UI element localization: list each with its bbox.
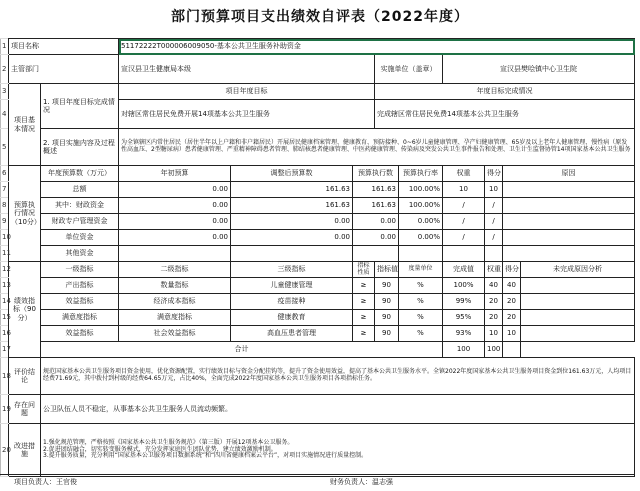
table-row (1, 278, 635, 294)
table-row (1, 246, 635, 262)
budget-initial[interactable]: 0.00 (119, 182, 231, 198)
budget-weight[interactable]: / (443, 230, 485, 246)
ind-header-done: 完成值 (443, 262, 485, 278)
budget-rate[interactable] (399, 246, 443, 262)
row2-content[interactable]: 为全镇辖区内常住居民（居住半年以上户籍和非户籍居民）开展居民健康档案管理、健康教育、预防接种、0~6岁儿童健康管理、孕产妇健康管理、65岁及以上老年人健康管理、慢性病（原发性高血压、2型糖尿病）患者健康管理、严重精神障碍患者管理、肺结核患者健康管理、中医药健康管理、传染病及突发公共卫生事件报告和处理、卫生计生监督协管14项国家基本公共卫生服务 (119, 129, 635, 166)
budget-weight[interactable]: / (443, 214, 485, 230)
evaluation-table (0, 38, 635, 477)
ind-l3[interactable]: 儿童健康管理 (231, 278, 353, 294)
ind-l3[interactable]: 疫苗接种 (231, 294, 353, 310)
budget-row-label: 财政专户管理资金 (41, 214, 119, 230)
ind-l3[interactable]: 高血压患者管理 (231, 326, 353, 342)
ind-unit[interactable]: % (399, 326, 443, 342)
ind-header-score: 得分 (503, 262, 521, 278)
ind-reason[interactable] (521, 310, 635, 326)
row-number: 7 (1, 182, 9, 198)
row-number: 15 (1, 310, 9, 326)
conclusion-label: 评价结论 (9, 358, 41, 395)
ind-l2[interactable]: 数量指标 (119, 278, 231, 294)
budget-adjusted[interactable]: 161.63 (231, 198, 353, 214)
budget-executed[interactable]: 161.63 (353, 182, 399, 198)
ind-unit[interactable]: % (399, 310, 443, 326)
budget-row-label: 其他资金 (41, 246, 119, 262)
ind-score[interactable]: 20 (503, 294, 521, 310)
row-number: 17 (1, 342, 9, 358)
ind-header-value: 指标值 (375, 262, 399, 278)
row-number: 19 (1, 395, 9, 424)
budget-header-year: 年度预算数（万元） (41, 166, 119, 182)
budget-score[interactable]: / (485, 198, 503, 214)
summary-section-label: 项目基本情况 (9, 84, 41, 166)
ind-header-weight: 权重 (485, 262, 503, 278)
budget-row-label: 其中：财政资金 (41, 198, 119, 214)
budget-weight[interactable]: 10 (443, 182, 485, 198)
project-name-label: 项目名称 (9, 39, 119, 55)
ind-nature[interactable]: ≥ (353, 326, 375, 342)
table-row (1, 214, 635, 230)
budget-rate[interactable]: 100.00% (399, 198, 443, 214)
unit-label: 实施单位（盖章） (375, 55, 443, 84)
budget-header-initial: 年初预算 (119, 166, 231, 182)
ind-value[interactable]: 90 (375, 310, 399, 326)
budget-executed[interactable]: 0.00 (353, 230, 399, 246)
ind-unit[interactable]: % (399, 294, 443, 310)
target-header: 项目年度目标 (119, 84, 375, 100)
problems-label: 存在问题 (9, 395, 41, 424)
ind-header-l1: 一级指标 (41, 262, 119, 278)
row-number: 16 (1, 326, 9, 342)
ind-l2[interactable]: 社会效益指标 (119, 326, 231, 342)
budget-reason[interactable] (503, 230, 635, 246)
completion-header: 年度目标完成情况 (375, 84, 635, 100)
ind-weight[interactable]: 20 (485, 294, 503, 310)
budget-weight[interactable]: / (443, 198, 485, 214)
budget-initial[interactable]: 0.00 (119, 198, 231, 214)
budget-score[interactable]: 10 (485, 182, 503, 198)
ind-l3[interactable]: 健康教育 (231, 310, 353, 326)
budget-header-rate: 预算执行率 (399, 166, 443, 182)
budget-initial[interactable]: 0.00 (119, 214, 231, 230)
total-label: 合计 (41, 342, 443, 358)
ind-weight[interactable]: 20 (485, 310, 503, 326)
budget-adjusted[interactable]: 161.63 (231, 182, 353, 198)
row-number: 5 (1, 129, 9, 166)
budget-header-reason: 原因 (503, 166, 635, 182)
ind-header-unit: 度量单位 (399, 262, 443, 278)
row-number: 2 (1, 55, 9, 84)
row-number: 18 (1, 358, 9, 395)
problems-text[interactable]: 公卫队伍人员不稳定，从事基本公共卫生服务人员流动频繁。 (41, 395, 635, 424)
ind-nature[interactable]: ≥ (353, 278, 375, 294)
ind-reason[interactable] (521, 294, 635, 310)
finance-leader: 财务负责人：温志强 (330, 478, 393, 486)
measure-line: 1.强化规范管理，严格按照《国家基本公共卫生服务规范》（第三版）开展12项基本公卫服务。 (43, 438, 294, 446)
budget-executed[interactable]: 0.00 (353, 214, 399, 230)
summary-row1-label: 1. 项目年度目标完成情况 (41, 84, 119, 129)
budget-row-label: 总额 (41, 182, 119, 198)
budget-adjusted[interactable]: 0.00 (231, 230, 353, 246)
conclusion-text[interactable]: 规范国家基本公共卫生服务项目资金使用，优化资源配置，实行绩效目标与资金分配挂钩等，提升了资金使用效益，提高了基本公共卫生服务水平。全镇2022年度国家基本公共卫生服务项目资金到位161.63万元，人均项目经费71.69元，其中拨付到村级的经费64.65万元，占比40%，全面完成2022年度国家基本公共卫生服务项目各项指标任务。 (41, 358, 635, 395)
budget-executed[interactable]: 161.63 (353, 198, 399, 214)
ind-score[interactable]: 20 (503, 310, 521, 326)
total-weight[interactable]: 100 (443, 342, 485, 358)
summary-row2-label: 2. 项目实施内容及过程概述 (41, 129, 119, 166)
ind-header-nature: 指标性质 (353, 262, 375, 278)
ind-done[interactable]: 100% (443, 278, 485, 294)
ind-weight[interactable]: 40 (485, 278, 503, 294)
row-number: 3 (1, 84, 9, 100)
table-row (1, 310, 635, 326)
measure-line: 3.提升服务质量，充分利用“国家基本公卫服务项目数据系统”和“四川省健康档案云平台”，对项目实施情况进行质量控制。 (43, 452, 368, 460)
ind-done[interactable]: 99% (443, 294, 485, 310)
ind-header-l2: 二级指标 (119, 262, 231, 278)
project-leader: 项目负责人：王官俊 (14, 478, 77, 486)
budget-reason[interactable] (503, 214, 635, 230)
ind-weight[interactable]: 10 (485, 326, 503, 342)
dept-value[interactable]: 宣汉县卫生健康局本级 (119, 55, 375, 84)
dept-label: 主管部门 (9, 55, 119, 84)
ind-value[interactable]: 90 (375, 294, 399, 310)
ind-value[interactable]: 90 (375, 278, 399, 294)
row-number: 12 (1, 262, 9, 278)
total-score[interactable]: 100 (485, 342, 503, 358)
table-row (1, 326, 635, 342)
table-row (1, 182, 635, 198)
budget-reason[interactable] (503, 246, 635, 262)
row-number: 13 (1, 278, 9, 294)
row-number: 20 (1, 424, 9, 477)
ind-header-l3: 三级指标 (231, 262, 353, 278)
row-number: 8 (1, 198, 9, 214)
row-number: 9 (1, 214, 9, 230)
budget-rate[interactable]: 100.00% (399, 182, 443, 198)
ind-done[interactable]: 95% (443, 310, 485, 326)
ind-value[interactable]: 90 (375, 326, 399, 342)
row-number: 1 (1, 39, 9, 55)
ind-nature[interactable]: ≥ (353, 294, 375, 310)
ind-score[interactable]: 40 (503, 278, 521, 294)
row1-completion[interactable]: 完成辖区常住居民免费14项基本公共卫生服务 (375, 100, 635, 129)
ind-l2[interactable]: 满意度指标 (119, 310, 231, 326)
total-reason[interactable] (503, 342, 521, 358)
row-number: 10 (1, 230, 9, 246)
budget-score[interactable] (485, 246, 503, 262)
ind-unit[interactable]: % (399, 278, 443, 294)
budget-executed[interactable] (353, 246, 399, 262)
row-number: 14 (1, 294, 9, 310)
indicators-section-label: 绩效指标（90分） (9, 262, 41, 358)
budget-rate[interactable]: 0.00% (399, 230, 443, 246)
budget-initial[interactable]: 0.00 (119, 230, 231, 246)
budget-header-weight: 权重 (443, 166, 485, 182)
project-name-value[interactable]: 51172222T000006009050-基本公共卫生服务补助资金 (119, 39, 635, 55)
unit-value[interactable]: 宣汉县樊哙镇中心卫生院 (443, 55, 635, 84)
ind-score[interactable]: 10 (503, 326, 521, 342)
page-title: 部门预算项目支出绩效自评表（2022年度） (171, 9, 469, 25)
budget-rate[interactable]: 0.00% (399, 214, 443, 230)
budget-row-label: 单位资金 (41, 230, 119, 246)
budget-weight[interactable] (443, 246, 485, 262)
signature-row (0, 474, 634, 489)
budget-reason[interactable] (503, 198, 635, 214)
ind-reason[interactable] (521, 326, 635, 342)
ind-reason[interactable] (521, 278, 635, 294)
ind-l1[interactable]: 满意度指标 (41, 310, 119, 326)
budget-section-label: 预算执行情况（10分） (9, 166, 41, 262)
budget-reason[interactable] (503, 182, 635, 198)
table-row (1, 230, 635, 246)
measures-text[interactable] (41, 424, 635, 477)
ind-nature[interactable]: ≥ (353, 310, 375, 326)
ind-l1[interactable]: 效益指标 (41, 326, 119, 342)
budget-initial[interactable] (119, 246, 231, 262)
ind-l1[interactable]: 产出指标 (41, 278, 119, 294)
row1-target[interactable]: 对辖区常住居民免费开展14项基本公共卫生服务 (119, 100, 375, 129)
row-number: 4 (1, 100, 9, 129)
ind-l1[interactable]: 效益指标 (41, 294, 119, 310)
row-number: 11 (1, 246, 9, 262)
ind-done[interactable]: 93% (443, 326, 485, 342)
table-row (1, 294, 635, 310)
budget-score[interactable]: / (485, 214, 503, 230)
measure-line: 2.促进团结融合，切实转变服务模式，充分发挥家庭医生团队优势，建立绩效激励机制。 (43, 445, 277, 453)
ind-header-reason: 未完成原因分析 (521, 262, 635, 278)
ind-l2[interactable]: 经济成本指标 (119, 294, 231, 310)
budget-header-score: 得分 (485, 166, 503, 182)
budget-adjusted[interactable] (231, 246, 353, 262)
budget-adjusted[interactable]: 0.00 (231, 214, 353, 230)
table-row (1, 198, 635, 214)
row-number: 6 (1, 166, 9, 182)
measures-label: 改进措施 (9, 424, 41, 477)
budget-header-adjusted: 调整后预算数 (231, 166, 353, 182)
budget-header-executed: 预算执行数 (353, 166, 399, 182)
budget-score[interactable]: / (485, 230, 503, 246)
